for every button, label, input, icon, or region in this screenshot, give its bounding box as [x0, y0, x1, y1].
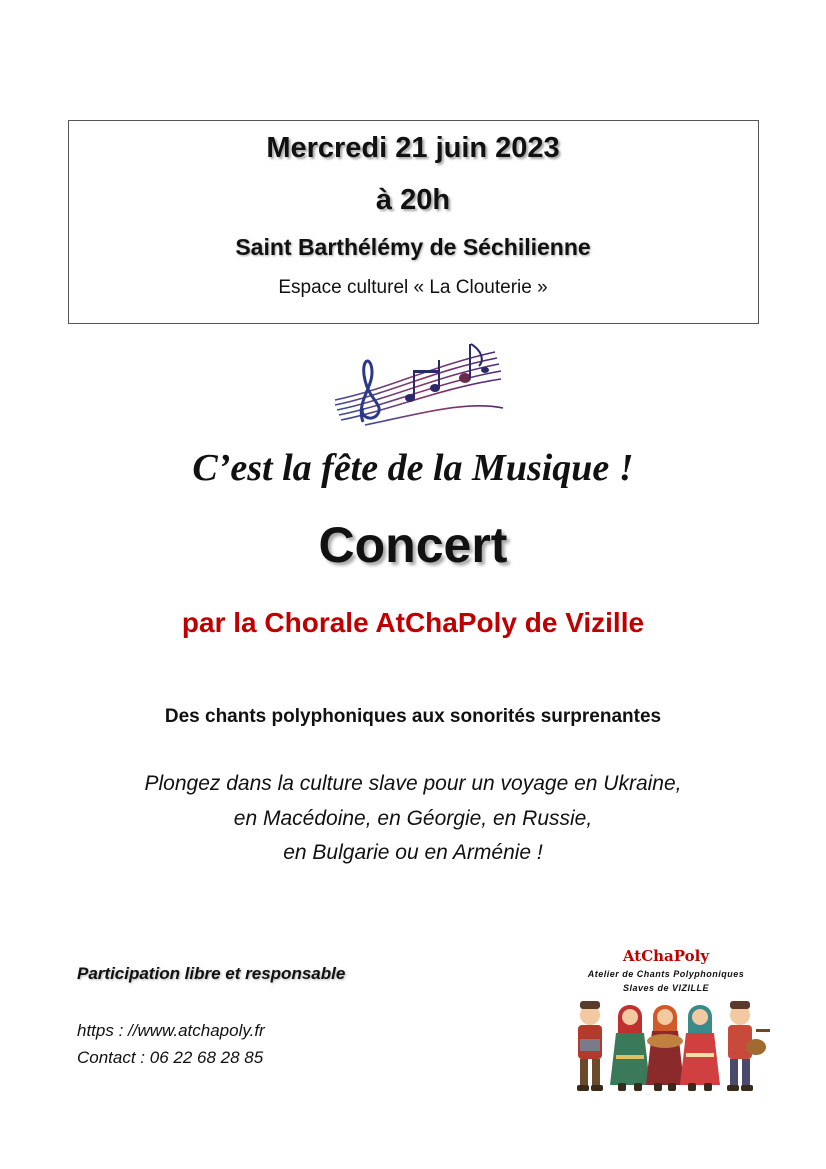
concert-title: Concert [318, 517, 508, 573]
event-place: Saint Barthélémy de Séchilienne [235, 234, 591, 260]
event-time: à 20h [375, 184, 451, 216]
description-line: en Bulgarie ou en Arménie ! [283, 841, 543, 864]
chorale-line: par la Chorale AtChaPoly de Vizille [181, 607, 645, 638]
description-line: en Macédoine, en Géorgie, en Russie, [233, 807, 593, 830]
website-link[interactable]: https : //www.atchapoly.fr [77, 1021, 265, 1040]
logo-subtitle: Slaves de VIZILLE [622, 983, 710, 993]
event-venue: Espace culturel « La Clouterie » [278, 277, 548, 298]
contact-phone: Contact : 06 22 68 28 85 [77, 1048, 264, 1067]
fete-headline: C’est la fête de la Musique ! [192, 447, 634, 489]
event-date: Mercredi 21 juin 2023 [266, 132, 560, 164]
participation-note: Participation libre et responsable [77, 964, 346, 983]
music-notes-icon [325, 330, 505, 430]
logo-title: AtChaPoly [622, 947, 710, 965]
atchapoly-logo [560, 945, 772, 1105]
logo-subtitle: Atelier de Chants Polyphoniques [587, 969, 745, 979]
singers-illustration [560, 995, 772, 1100]
description-line: Plongez dans la culture slave pour un voyage en Ukraine, [144, 772, 682, 795]
description-subtitle: Des chants polyphoniques aux sonorités surprenantes [164, 706, 662, 727]
